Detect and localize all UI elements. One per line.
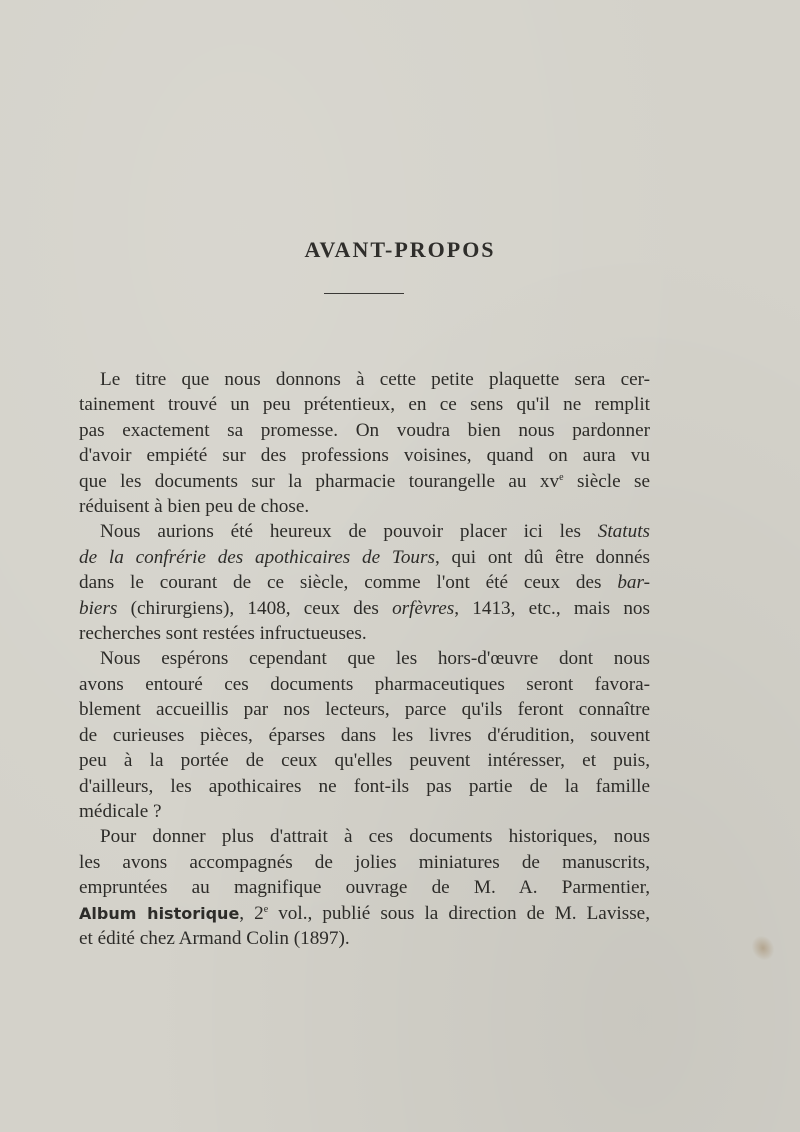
text-segment: , 2: [239, 902, 264, 924]
italic-word: biers: [79, 597, 118, 619]
text-segment: , 1413, etc., mais nos: [454, 597, 650, 619]
text-segment: siècle se: [563, 470, 650, 492]
text-line: Pour donner plus d'attrait à ces documents historiques, nous: [100, 826, 650, 848]
text-segment: , qui ont dû être donnés: [434, 546, 650, 568]
text-line: d'ailleurs, les apothicaires ne font-ils pas partie de la famille: [79, 775, 650, 797]
text-line: [79, 596, 650, 621]
text-segment: (chirurgiens), 1408, ceux des: [117, 597, 393, 619]
text-line: pas exactement sa promesse. On voudra bien nous pardonner: [79, 419, 650, 441]
text-line: [79, 545, 650, 570]
text-line: [79, 469, 650, 494]
text-line: recherches sont restées infructueuses.: [79, 623, 367, 645]
body-text: [79, 367, 650, 951]
text-line: et édité chez Armand Colin (1897).: [79, 927, 350, 949]
text-line: les avons accompagnés de jolies miniatures de manuscrits,: [79, 851, 650, 873]
paper-stain: [747, 931, 779, 965]
text-line: empruntées au magnifique ouvrage de M. A. Parmentier,: [79, 877, 650, 899]
page-title: AVANT-PROPOS: [304, 237, 496, 262]
text-line: [79, 519, 650, 544]
text-segment: Nous aurions été heureux de pouvoir placer ici les: [100, 521, 598, 543]
italic-title: de la confrérie des apothicaires de Tours: [79, 546, 435, 568]
paragraph-1: [79, 367, 650, 519]
text-line: [79, 901, 650, 926]
paragraph-3: [79, 646, 650, 824]
text-line: médicale ?: [79, 800, 162, 822]
text-line: Le titre que nous donnons à cette petite plaquette sera cer-: [100, 369, 650, 390]
text-line: réduisent à bien peu de chose.: [79, 496, 310, 518]
bold-title: Album historique: [79, 903, 240, 923]
title-rule: [324, 293, 404, 294]
paragraph-4: [79, 824, 650, 951]
superscript: e: [559, 471, 564, 483]
text-line: [79, 570, 650, 595]
italic-word: bar-: [617, 572, 650, 594]
text-segment: vol., publié sous la direction de M. Lavisse,: [268, 902, 650, 924]
text-segment: que les documents sur la pharmacie tourangelle au xv: [79, 470, 560, 492]
text-line: tainement trouvé un peu prétentieux, en ce sens qu'il ne remplit: [79, 394, 650, 416]
italic-word: orfèvres: [392, 597, 455, 619]
text-segment: dans le courant de ce siècle, comme l'ont été ceux des: [79, 572, 618, 594]
paragraph-2: [79, 519, 650, 646]
text-line: blement accueillis par nos lecteurs, parce qu'ils feront connaître: [79, 699, 650, 721]
text-line: avons entouré ces documents pharmaceutiques seront favora-: [79, 673, 650, 695]
text-line: d'avoir empiété sur des professions voisines, quand on aura vu: [79, 445, 650, 467]
text-line: peu à la portée de ceux qu'elles peuvent intéresser, et puis,: [79, 750, 650, 772]
text-line: de curieuses pièces, éparses dans les livres d'érudition, souvent: [79, 724, 650, 746]
italic-title: Statuts: [597, 521, 650, 543]
superscript: e: [263, 903, 269, 915]
text-line: Nous espérons cependant que les hors-d'œuvre dont nous: [100, 648, 650, 670]
